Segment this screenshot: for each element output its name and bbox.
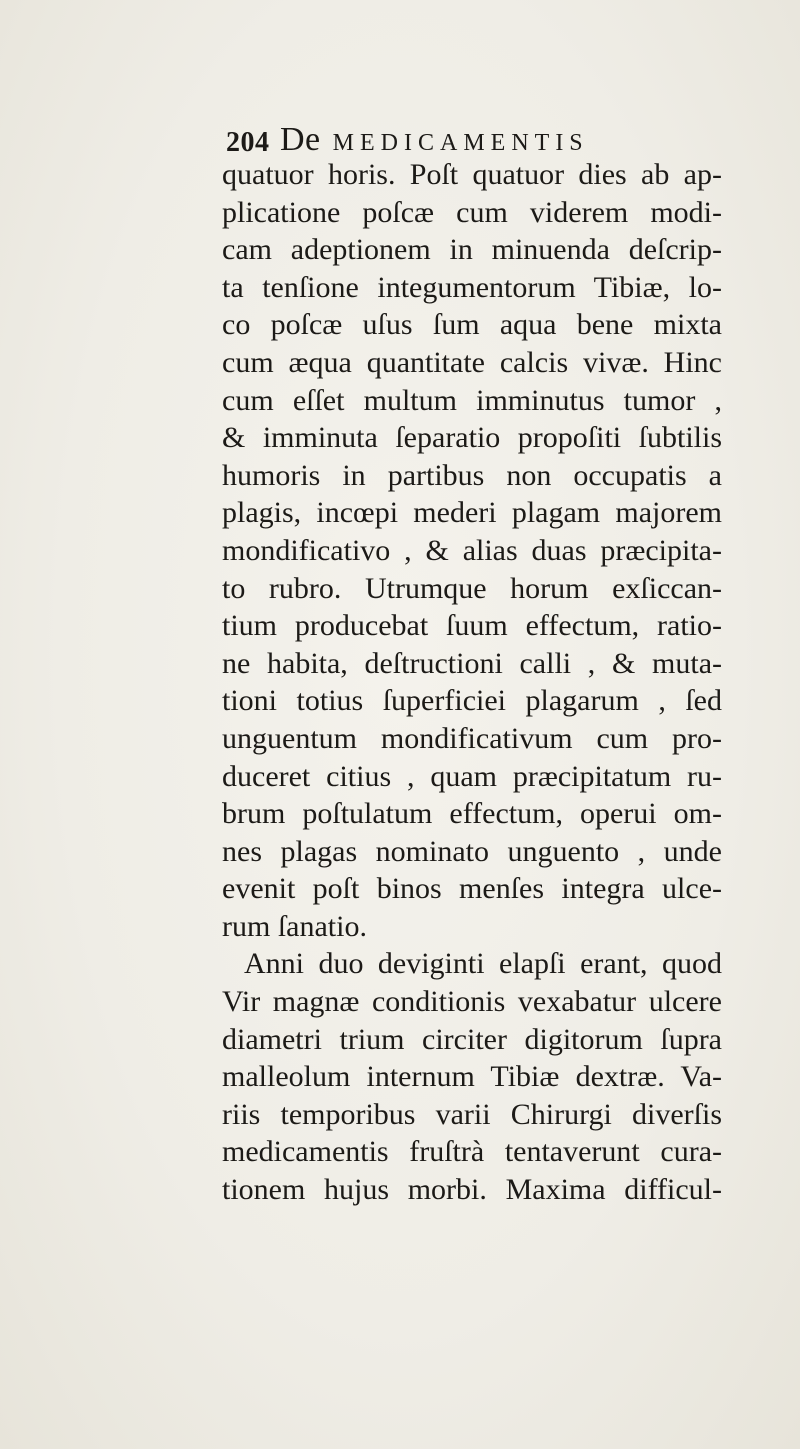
text-line: cam adeptionem in minuenda deſcrip- <box>222 233 722 267</box>
text-line: rum ſanatio. <box>222 909 367 943</box>
text-line: mondificativo , & alias duas præcipita- <box>222 533 722 567</box>
text-line: co poſcæ uſus ſum aqua bene mixta <box>222 308 722 342</box>
running-title-rest: MEDICAMENTIS <box>332 130 589 156</box>
running-title-initial: De <box>280 121 321 158</box>
text-line: brum poſtulatum effectum, operui om- <box>222 797 722 831</box>
paragraph-start-line: Anni duo deviginti elapſi erant, quod <box>244 947 722 981</box>
text-line: plagis, incœpi mederi plagam majorem <box>222 496 722 530</box>
text-line: medicamentis fruſtrà tentaverunt cura- <box>222 1135 722 1169</box>
text-line: malleolum internum Tibiæ dextræ. Va- <box>222 1060 722 1094</box>
page-number: 204 <box>226 127 270 158</box>
text-line: plicatione poſcæ cum viderem modi- <box>222 195 722 229</box>
text-line: cum æqua quantitate calcis vivæ. Hinc <box>222 345 722 379</box>
text-line: tium producebat ſuum effectum, ratio- <box>222 609 722 643</box>
text-line: humoris in partibus non occupatis a <box>222 458 722 492</box>
text-line: to rubro. Utrumque horum exſiccan- <box>222 571 722 605</box>
text-line: ta tenſione integumentorum Tibiæ, lo- <box>222 270 722 304</box>
text-line: Vir magnæ conditionis vexabatur ulcere <box>222 985 722 1019</box>
text-line: ne habita, deſtructioni calli , & muta- <box>222 646 722 680</box>
body-text <box>222 156 762 1209</box>
text-line: nes plagas nominato unguento , unde <box>222 834 722 868</box>
text-line: evenit poſt binos menſes integra ulce- <box>222 872 722 906</box>
text-line: unguentum mondificativum cum pro- <box>222 721 722 755</box>
text-line: quatuor horis. Poſt quatuor dies ab ap- <box>222 158 722 191</box>
text-line: diametri trium circiter digitorum ſupra <box>222 1022 722 1056</box>
text-line: tioni totius ſuperficiei plagarum , ſed <box>222 684 722 718</box>
text-line: duceret citius , quam præcipitatum ru- <box>222 759 722 793</box>
running-header <box>226 121 686 161</box>
text-line: riis temporibus varii Chirurgi diverſis <box>222 1097 722 1131</box>
text-line: tionem hujus morbi. Maxima difficul- <box>222 1173 722 1207</box>
text-line: cum eſſet multum imminutus tumor , <box>222 383 722 417</box>
text-line: & imminuta ſeparatio propoſiti ſubtilis <box>222 421 722 455</box>
running-title <box>280 121 589 159</box>
